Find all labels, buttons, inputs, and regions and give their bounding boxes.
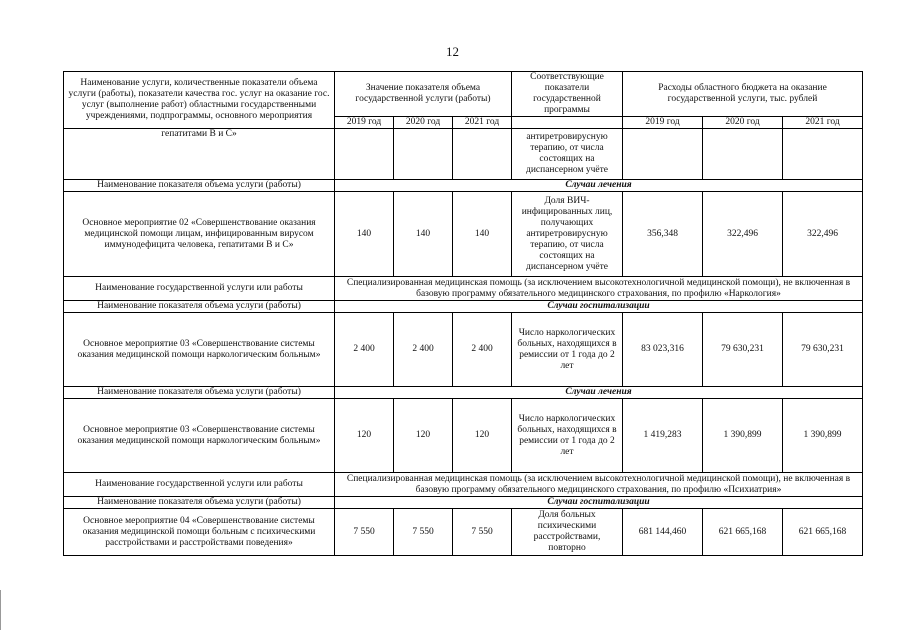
section-value: Случаи госпитализации (335, 301, 863, 313)
value-cell: 7 550 (394, 509, 453, 556)
expense-cell: 1 419,283 (623, 399, 703, 473)
value-cell: 7 550 (335, 509, 394, 556)
expense-cell: 79 630,231 (783, 313, 863, 387)
year-cell: 2020 год (394, 117, 453, 129)
indicator-cell: антиретровирусную терапию, от числа состоящих на диспансерном учёте (512, 129, 623, 180)
value-cell: 120 (394, 399, 453, 473)
service-label: Наименование государственной услуги или работы (64, 277, 335, 301)
expense-cell (623, 129, 703, 180)
table-row (64, 399, 863, 473)
section-row (64, 387, 863, 399)
row-name-cell: Основное мероприятие 02 «Совершенствование оказания медицинской помощи лицам, инфицированным вирусом иммунодефицита человека, гепатитами В и С» (64, 192, 335, 277)
value-cell: 140 (453, 192, 512, 277)
section-row (64, 180, 863, 192)
section-row (64, 301, 863, 313)
expense-cell: 681 144,460 (623, 509, 703, 556)
service-label: Наименование государственной услуги или работы (64, 473, 335, 497)
header-indicators-cell: Соответствующие показатели государственной программы (512, 72, 623, 117)
expense-cell (703, 129, 783, 180)
section-value: Случаи госпитализации (335, 497, 863, 509)
section-row (64, 497, 863, 509)
scan-edge-mark (0, 590, 1, 630)
expense-cell: 1 390,899 (783, 399, 863, 473)
table-row (64, 192, 863, 277)
value-cell (335, 129, 394, 180)
section-label: Наименование показателя объема услуги (работы) (64, 301, 335, 313)
section-value: Случаи лечения (335, 387, 863, 399)
section-value: Случаи лечения (335, 180, 863, 192)
row-name-cell: Основное мероприятие 04 «Совершенствование системы оказания медицинской помощи больным с психическими расстройствами и расстройствами поведения» (64, 509, 335, 556)
table-row (64, 129, 863, 180)
year-cell: 2020 год (703, 117, 783, 129)
service-row (64, 277, 863, 301)
table-row (64, 313, 863, 387)
value-cell: 140 (335, 192, 394, 277)
expense-cell: 83 023,316 (623, 313, 703, 387)
service-row (64, 473, 863, 497)
expense-cell: 621 665,168 (703, 509, 783, 556)
row-name-cell: Основное мероприятие 03 «Совершенствование системы оказания медицинской помощи наркологическим больным» (64, 399, 335, 473)
indicator-cell: Доля ВИЧ-инфицированных лиц, получающих антиретровирусную терапию, от числа состоящих на диспансерном учёте (512, 192, 623, 277)
indicator-cell: Число наркологических больных, находящихся в ремиссии от 1 года до 2 лет (512, 313, 623, 387)
service-value: Специализированная медицинская помощь (за исключением высокотехнологичной медицинской помощи), не включенная в базовую программу обязательного медицинского страхования, по профилю «Психиатрия» (335, 473, 863, 497)
indicator-cell: Доля больных психическими расстройствами, повторно (512, 509, 623, 556)
row-name-cell: Основное мероприятие 03 «Совершенствование системы оказания медицинской помощи наркологическим больным» (64, 313, 335, 387)
value-cell: 2 400 (335, 313, 394, 387)
header-name-cell: Наименование услуги, количественные показатели объема услуги (работы), показатели качества гос. услуг на оказание гос. услуг (выполнение работ) областными государственными учреждениями, подпрограммы, основного мероприятия (64, 72, 335, 129)
year-cell: 2019 год (623, 117, 703, 129)
value-cell: 120 (335, 399, 394, 473)
table-row (64, 509, 863, 556)
row-name-cell: гепатитами В и С» (64, 129, 335, 180)
value-cell: 7 550 (453, 509, 512, 556)
indicator-cell: Число наркологических больных, находящихся в ремиссии от 1 года до 2 лет (512, 399, 623, 473)
budget-table (63, 71, 863, 556)
header-volume-cell: Значение показателя объема государственной услуги (работы) (335, 72, 512, 117)
section-label: Наименование показателя объема услуги (работы) (64, 180, 335, 192)
expense-cell: 322,496 (783, 192, 863, 277)
section-label: Наименование показателя объема услуги (работы) (64, 387, 335, 399)
year-cell: 2019 год (335, 117, 394, 129)
expense-cell (783, 129, 863, 180)
service-value: Специализированная медицинская помощь (за исключением высокотехнологичной медицинской помощи), не включенная в базовую программу обязательного медицинского страхования, по профилю «Наркология» (335, 277, 863, 301)
year-blank-cell (512, 117, 623, 129)
page-number: 12 (446, 44, 459, 59)
value-cell (453, 129, 512, 180)
expense-cell: 79 630,231 (703, 313, 783, 387)
value-cell: 2 400 (394, 313, 453, 387)
year-cell: 2021 год (783, 117, 863, 129)
expense-cell: 621 665,168 (783, 509, 863, 556)
header-expenses-cell: Расходы областного бюджета на оказание государственной услуги, тыс. рублей (623, 72, 863, 117)
expense-cell: 1 390,899 (703, 399, 783, 473)
value-cell (394, 129, 453, 180)
value-cell: 120 (453, 399, 512, 473)
value-cell: 2 400 (453, 313, 512, 387)
expense-cell: 322,496 (703, 192, 783, 277)
expense-cell: 356,348 (623, 192, 703, 277)
section-label: Наименование показателя объема услуги (работы) (64, 497, 335, 509)
value-cell: 140 (394, 192, 453, 277)
year-cell: 2021 год (453, 117, 512, 129)
header-row (64, 72, 863, 117)
